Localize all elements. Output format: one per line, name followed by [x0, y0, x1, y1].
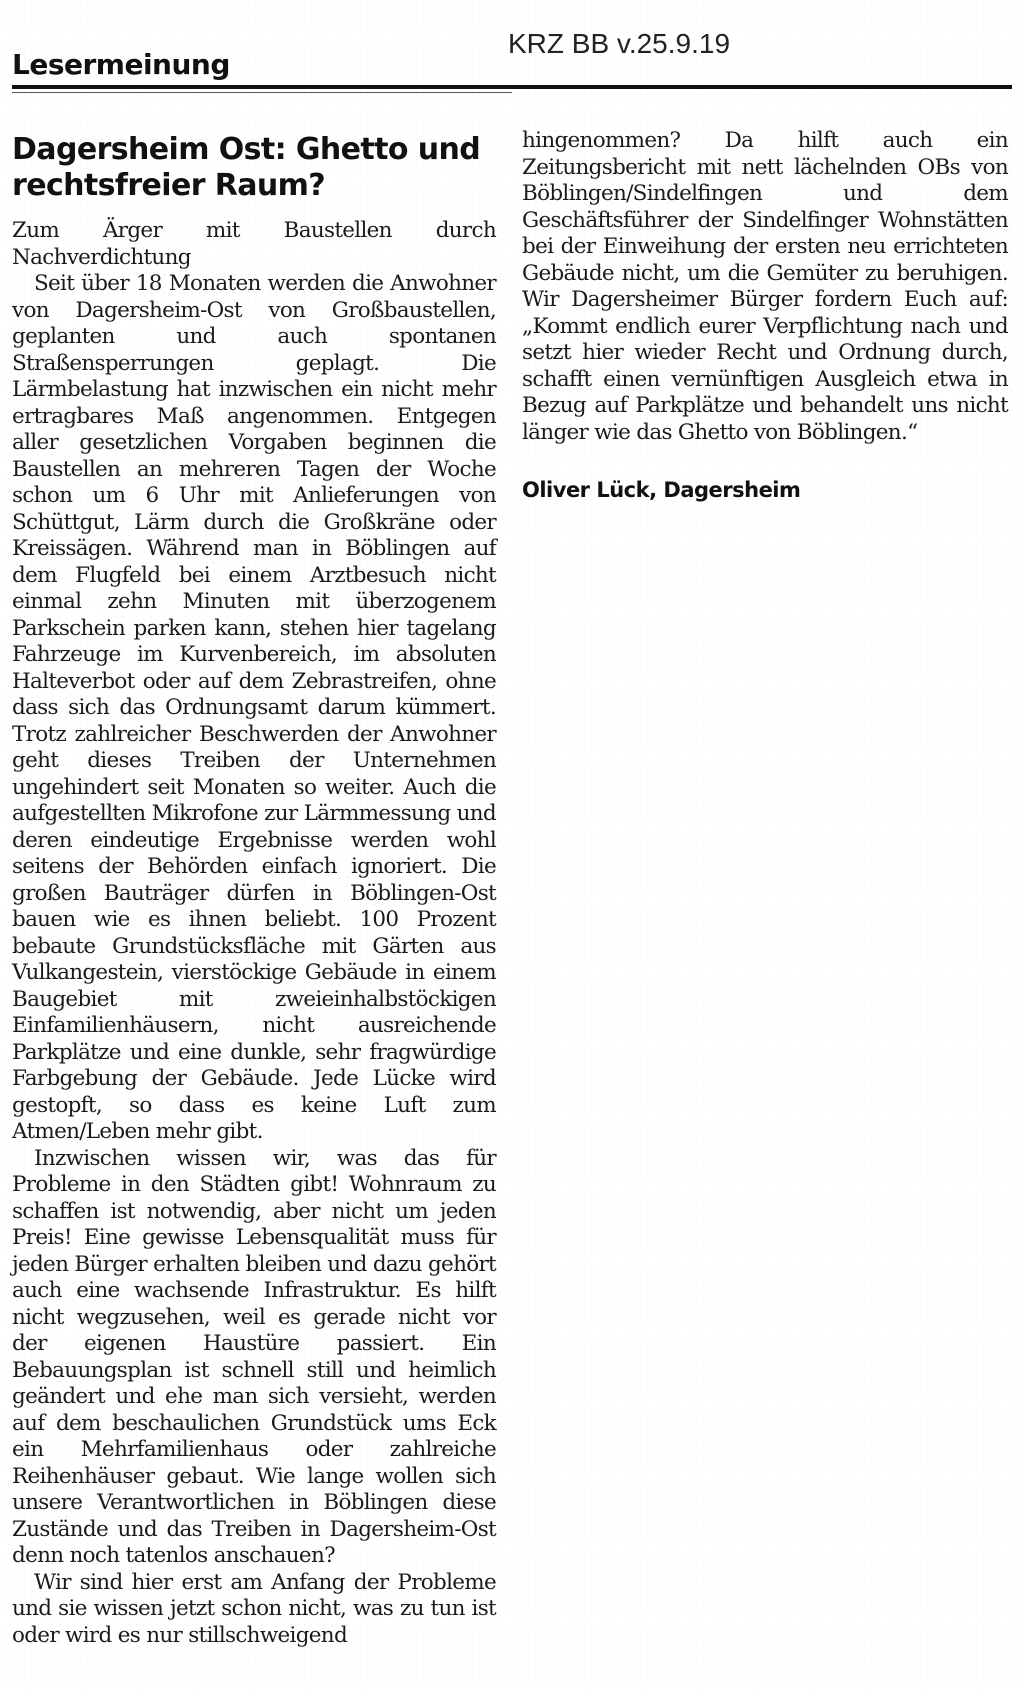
article-paragraph: Inzwischen wissen wir, was das für Probleme in den Städten gibt! Wohnraum zu schaffen ist notwendig, aber nicht um jeden Preis! Eine gewisse Lebensqualität muss für jeden Bürger erhalten bleiben und dazu gehört auch eine wachsende Infrastruktur. Es hilft nicht wegzusehen, weil es gerade nicht vor der eigenen Haustüre passiert. Ein Bebauungsplan ist schnell still und heimlich geändert und ehe man sich versieht, werden auf dem beschaulichen Grundstück ums Eck ein Mehrfamilienhaus oder zahlreiche Reihenhäuser gebaut. Wie lange wollen sich unsere Verantwortlichen in Böblingen diese Zustände und das Treiben in Dagersheim-Ost denn noch tatenlos anschauen? — [12, 1145, 496, 1568]
handwritten-source-note: KRZ BB v.25.9.19 — [508, 28, 731, 59]
section-rule — [12, 85, 1012, 89]
article-intro: Zum Ärger mit Baustellen durch Nachverdichtung — [12, 218, 496, 270]
article-continuation: hingenommen? Da hilft auch ein Zeitungsbericht mit nett lächelnden OBs von Böblingen/Sindelfingen und dem Geschäftsführer der Sindelfinger Wohnstätten bei der Einweihung der ersten neu errichteten Gebäude nicht, um die Gemüter zu beruhigen. Wir Dagersheimer Bürger fordern Euch auf: „Kommt endlich eurer Verpflichtung nach und setzt hier wieder Recht und Ordnung durch, schafft einen vernünftigen Ausgleich etwa in Bezug auf Parkplätze und behandelt uns nicht länger wie das Ghetto von Böblingen.“ — [522, 128, 1008, 445]
article-headline: Dagersheim Ost: Ghetto und rechtsfreier Raum? — [12, 132, 481, 203]
section-label: Lesermeinung — [12, 48, 230, 81]
article-paragraph: Wir sind hier erst am Anfang der Probleme und sie wissen jetzt schon nicht, was zu tun ist oder wird es nur stillschweigend — [12, 1569, 496, 1648]
article-column-left — [12, 218, 496, 1649]
article-column-right — [522, 128, 1008, 446]
author-signature: Oliver Lück, Dagersheim — [522, 478, 801, 502]
section-rule-thin — [12, 92, 512, 93]
article-paragraph: Seit über 18 Monaten werden die Anwohner von Dagersheim-Ost von Großbaustellen, geplanten und auch spontanen Straßensperrungen geplagt. Die Lärmbelastung hat inzwischen ein nicht mehr ertragbares Maß angenommen. Entgegen aller gesetzlichen Vorgaben beginnen die Baustellen an mehreren Tagen der Woche schon um 6 Uhr mit Anlieferungen von Schüttgut, Lärm durch die Großkräne oder Kreissägen. Während man in Böblingen auf dem Flugfeld bei einem Arztbesuch nicht einmal zehn Minuten mit überzogenem Parkschein parken kann, stehen hier tagelang Fahrzeuge im Kurvenbereich, im absoluten Halteverbot oder auf dem Zebrastreifen, ohne dass sich das Ordnungsamt darum kümmert. Trotz zahlreicher Beschwerden der Anwohner geht dieses Treiben der Unternehmen ungehindert seit Monaten so weiter. Auch die aufgestellten Mikrofone zur Lärmmessung und deren eindeutige Ergebnisse werden wohl seitens der Behörden einfach ignoriert. Die großen Bauträger dürfen in Böblingen-Ost bauen wie es ihnen beliebt. 100 Prozent bebaute Grundstücksfläche mit Gärten aus Vulkangestein, vierstöckige Gebäude in einem Baugebiet mit zweieinhalbstöckigen Einfamilienhäusern, nicht ausreichende Parkplätze und eine dunkle, sehr fragwürdige Farbgebung der Gebäude. Jede Lücke wird gestopft, so dass es keine Luft zum Atmen/Leben mehr gibt. — [12, 271, 496, 1144]
